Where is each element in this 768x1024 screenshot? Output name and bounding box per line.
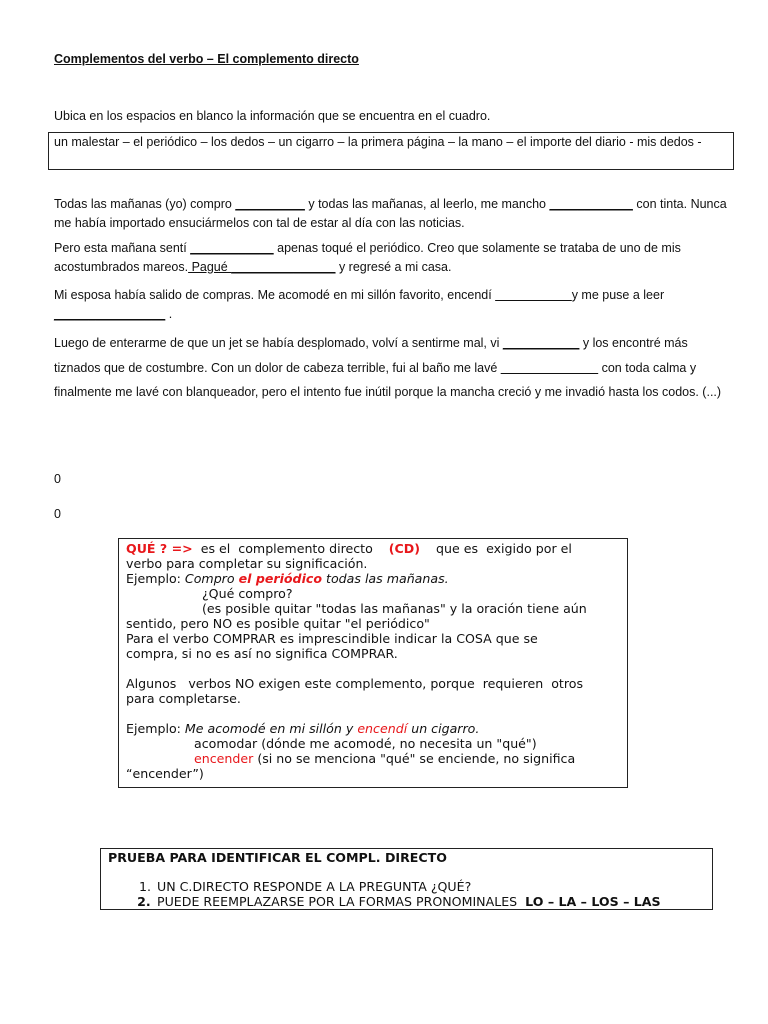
example-highlight: encendí <box>357 721 408 736</box>
que-label: QUÉ ? => <box>126 541 193 556</box>
encender-word: encender <box>194 751 254 766</box>
example-text: Me acomodé en mi sillón y <box>184 721 358 736</box>
encender-text: (si no se menciona "qué" se enciende, no significa <box>253 751 576 766</box>
paragraph-text: con tinta. Nunca me había importado ensuciármelos con tal de estar al día con las noticias. <box>54 197 727 230</box>
blank-2[interactable]: ____________ <box>549 197 633 211</box>
paragraph-1 <box>54 195 734 233</box>
test-title: PRUEBA PARA IDENTIFICAR EL COMPL. DIRECTO <box>108 850 447 865</box>
paragraph-text: . <box>165 307 173 321</box>
paragraph-text: y los encontré más tiznados que de costumbre. Con un dolor de cabeza terrible, fui al baño me lavé <box>54 336 688 375</box>
paragraph-text: y me puse a leer <box>571 288 665 302</box>
encender-explanation <box>126 751 620 766</box>
test-list <box>108 879 705 909</box>
example-line <box>126 571 620 586</box>
example-line <box>126 721 620 736</box>
definition-text: que es exigido por el <box>420 541 572 556</box>
paragraph-text: Pero esta mañana sentí <box>54 241 191 255</box>
blank-1[interactable]: __________ <box>235 197 305 211</box>
paragraph-text: Todas las mañanas (yo) compro <box>54 197 236 211</box>
blank-3[interactable]: ____________ <box>190 241 274 255</box>
paragraph-4 <box>54 331 734 405</box>
zero-marker: 0 <box>54 507 61 521</box>
test-item-text: PUEDE REEMPLAZARSE POR LA FORMAS PRONOMINALES <box>157 894 526 909</box>
blank-6[interactable]: ________________ <box>54 307 166 321</box>
blank-7[interactable]: ___________ <box>502 336 580 350</box>
example-text: todas las mañanas. <box>322 571 449 586</box>
page-title: Complementos del verbo – El complemento directo <box>54 52 359 66</box>
word-bank-box <box>48 132 734 170</box>
direct-object-explanation-box <box>118 538 628 788</box>
paragraph-2 <box>54 239 734 277</box>
paragraph-text: Luego de enterarme de que un jet se había desplomado, volví a sentirme mal, vi <box>54 336 503 350</box>
paragraph-text: apenas toqué el periódico. Creo que solamente se trataba de uno de mis acostumbrados mareos. <box>54 241 681 274</box>
blank-8[interactable]: ______________ <box>500 360 599 375</box>
note-text: para completarse. <box>126 691 241 706</box>
test-item-1: 1. UN C.DIRECTO RESPONDE A LA PREGUNTA ¿QUÉ? <box>155 879 705 894</box>
explanation-text: (es posible quitar "todas las mañanas" y la oración tiene aún <box>202 601 587 616</box>
explanation-text: sentido, pero NO es posible quitar "el periódico" <box>126 616 430 631</box>
acomodar-explanation: acomodar (dónde me acomodé, no necesita un "qué") <box>194 736 537 751</box>
test-box <box>100 848 713 910</box>
rule-text: compra, si no es así no significa COMPRAR. <box>126 646 398 661</box>
example-label: Ejemplo: <box>126 721 185 736</box>
note-text: Algunos verbos NO exigen este complemento, porque requieren otros <box>126 676 584 691</box>
paragraph-text: Mi esposa había salido de compras. Me acomodé en mi sillón favorito, encendí <box>54 288 496 302</box>
zero-marker: 0 <box>54 472 61 486</box>
word-bank-text: un malestar – el periódico – los dedos – un cigarro – la primera página – la mano – el importe del diario - mis dedos - <box>54 135 702 149</box>
cd-label: (CD) <box>388 541 421 556</box>
instruction-text: Ubica en los espacios en blanco la información que se encuentra en el cuadro. <box>54 109 491 123</box>
paragraph-text: Pagué <box>188 260 232 274</box>
definition-line <box>126 541 620 556</box>
test-item-2 <box>155 894 705 909</box>
pronoun-forms: LO – LA – LOS – LAS <box>525 894 661 909</box>
paragraph-text: con toda calma y finalmente me lavé con blanqueador, pero el intento fue inútil porque la mancha creció y me invadió hasta los codos. (...) <box>54 360 722 399</box>
encender-text: “encender”) <box>126 766 204 781</box>
example-text: un cigarro. <box>407 721 480 736</box>
rule-text: Para el verbo COMPRAR es imprescindible indicar la COSA que se <box>126 631 538 646</box>
example-highlight: el periódico <box>238 571 323 586</box>
example-text: Compro <box>184 571 239 586</box>
question-text: ¿Qué compro? <box>202 586 293 601</box>
blank-4[interactable]: _______________ <box>231 260 336 274</box>
paragraph-3 <box>54 286 734 324</box>
definition-text: verbo para completar su significación. <box>126 556 368 571</box>
example-label: Ejemplo: <box>126 571 185 586</box>
paragraph-text: y regresé a mi casa. <box>335 260 452 274</box>
blank-5[interactable]: ___________ <box>495 288 572 302</box>
paragraph-text: y todas las mañanas, al leerlo, me mancho <box>304 197 550 211</box>
definition-text: es el complemento directo <box>192 541 389 556</box>
